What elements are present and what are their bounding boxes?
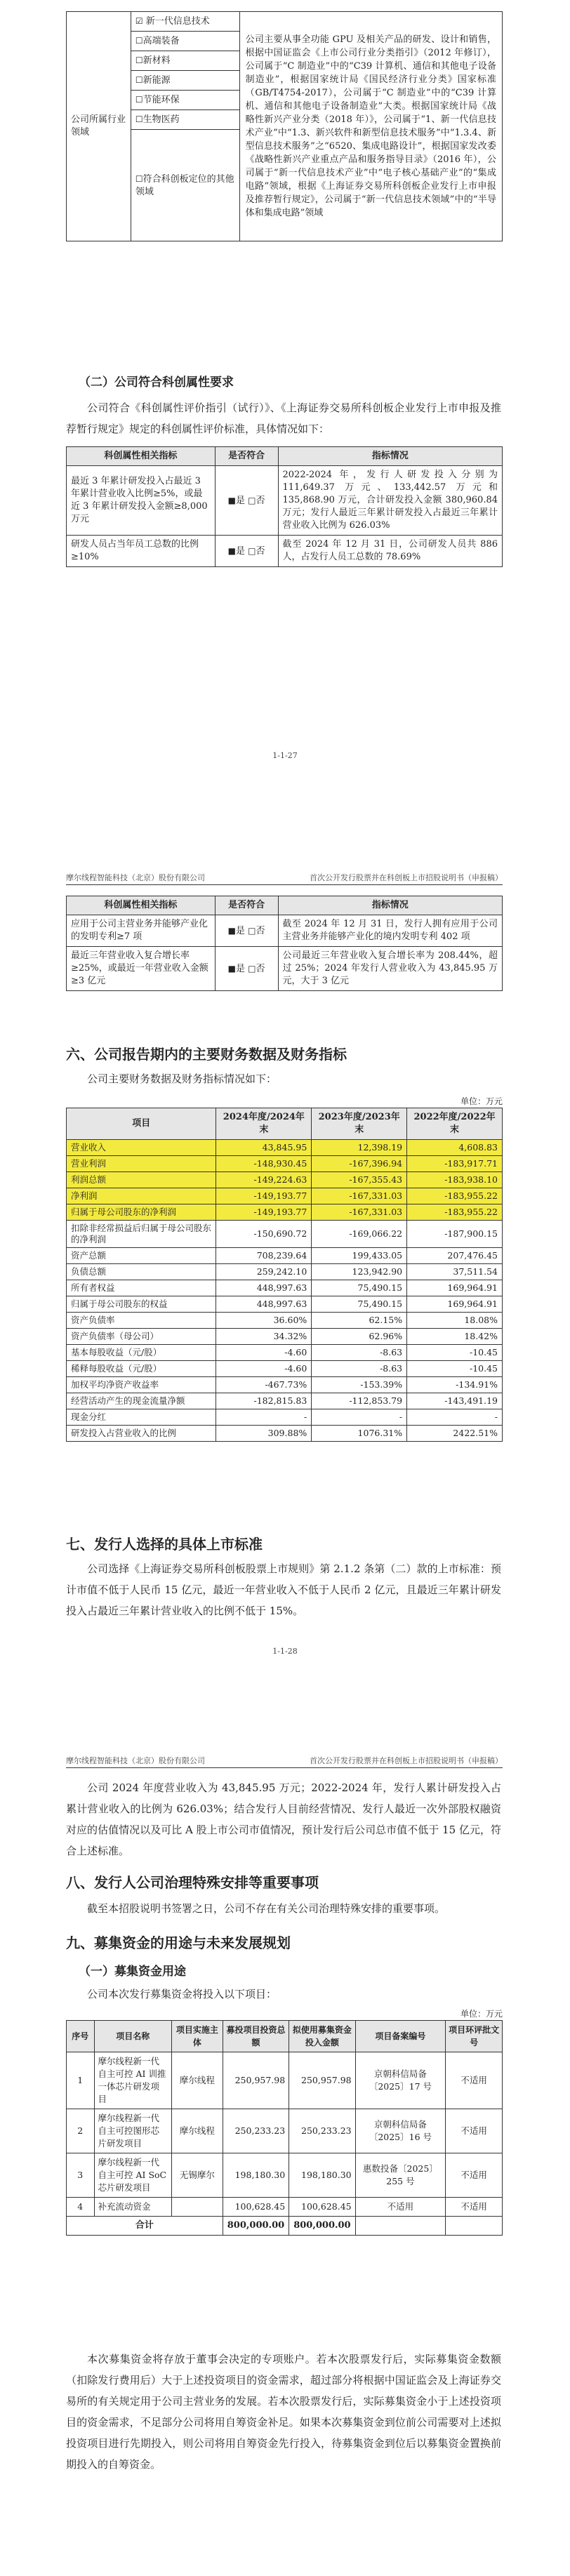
fin-value-2022: -134.91% xyxy=(407,1377,503,1393)
header-company: 摩尔线程智能科技（北京）股份有限公司 xyxy=(66,873,205,882)
fin-value-2022: 2422.51% xyxy=(407,1426,503,1442)
intro-text: 公司 2024 年度营业收入为 43,845.95 万元；2022-2024 年，发行人累计研发投入占累计营业收入的比例为 626.03%；结合发行人目前经营情况、发行人最近一次外部股权融资对应的估值情况以及可比 A 股上市公司市值情况，预计发行后公司总市值不低于 15 亿元，符合上述标准。 xyxy=(66,1781,501,1857)
fin-row xyxy=(67,1280,503,1296)
fin-row xyxy=(67,1409,503,1426)
proj-filing: 惠数投备〔2025〕255 号 xyxy=(355,2153,446,2198)
fin-value-2023: 62.96% xyxy=(312,1329,407,1345)
industry-desc: 公司主要从事全功能 GPU 及相关产品的研发、设计和销售，根据中国证监会《上市公司行业分类指引》（2012 年修订），公司属于“C 制造业”中的“C39 计算机、通信和其他电子设备制造业”，根据国家统计局《国民经济行业分类》国家标准（GB/T4754-2017），公司属于“C 制造业”中的“C39 计算机、通信和其他电子设备制造业”大类。根据国家统计局《战略性新兴产业分类（2018 年）》，公司属于“1、新一代信息技术产业”中“1.3、新兴软件和新型信息技术服务”中“1.3.4、新型信息技术服务”之“6520、集成电路设计”，根据国家发改委《战略性新兴产业重点产品和服务指导目录》（2016 年），公司属于“新一代信息技术产业”中“电子核心基础产业”的“集成电路”领域，根据《上海证券交易所科创板企业发行上市申报及推荐暂行规定》，公司属于“新一代信息技术领域”中的“半导体和集成电路”领域 xyxy=(239,12,502,241)
fin-value-2023: -167,396.94 xyxy=(312,1156,407,1172)
fin-value-2024: - xyxy=(216,1409,312,1426)
subsection-title: （一）募集资金用途 xyxy=(79,1965,186,1979)
unchecked-box-icon: □ xyxy=(248,963,256,974)
detail-cell: 截至 2024 年 12 月 31 日，发行人拥有应用于公司主营业务并能够产业化的境内发明专利 402 项 xyxy=(278,915,502,947)
proj-no: 2 xyxy=(67,2109,95,2153)
fin-value-2023: 123,942.90 xyxy=(312,1264,407,1280)
fin-value-2022: -10.45 xyxy=(407,1345,503,1361)
proj-entity: 无锡摩尔 xyxy=(171,2153,223,2198)
proj-header: 序号 xyxy=(67,2021,95,2052)
fin-value-2023: -8.63 xyxy=(312,1345,407,1361)
fin-row xyxy=(67,1188,503,1204)
fin-value-2024: 259,242.10 xyxy=(216,1264,312,1280)
unchecked-box-icon: □ xyxy=(248,925,256,936)
fin-value-2022: -183,955.22 xyxy=(407,1204,503,1221)
fin-value-2022: -183,917.71 xyxy=(407,1156,503,1172)
fin-row xyxy=(67,1221,503,1248)
proj-name: 摩尔线程新一代自主可控图形芯片研发项目 xyxy=(94,2109,171,2153)
table-header: 是否符合 xyxy=(215,447,278,466)
fin-value-2024: 309.88% xyxy=(216,1426,312,1442)
unit-label: 单位：万元 xyxy=(460,2009,503,2019)
fin-row xyxy=(67,1313,503,1329)
fin-value-2023: 62.15% xyxy=(312,1313,407,1329)
fin-item: 负债总额 xyxy=(67,1264,216,1280)
yes-label: 是 xyxy=(235,545,245,557)
proj-env: 不适用 xyxy=(446,2052,503,2109)
section-title: 七、发行人选择的具体上市标准 xyxy=(66,1536,263,1553)
checked-box-icon: ■ xyxy=(227,545,236,556)
proj-env: 不适用 xyxy=(446,2153,503,2198)
fin-value-2022: 169,964.91 xyxy=(407,1296,503,1313)
project-row xyxy=(67,2153,503,2198)
yes-label: 是 xyxy=(235,495,245,506)
fin-item: 资产负债率 xyxy=(67,1313,216,1329)
kechuang-table xyxy=(66,446,503,567)
fin-value-2022: -183,938.10 xyxy=(407,1172,503,1188)
fin-item: 净利润 xyxy=(67,1188,216,1204)
fin-value-2023: 12,398.19 xyxy=(312,1140,407,1156)
kechuang-table-cont xyxy=(66,896,503,991)
section-text: 公司选择《上海证券交易所科创板股票上市规则》第 2.1.2 条第（二）款的上市标准：预计市值不低于人民币 15 亿元，最近一年营业收入不低于人民币 2 亿元，且最近三年累计研发投入占最近三年累计营业收入的比例不低于 15%。 xyxy=(66,1562,501,1617)
table-row xyxy=(67,536,503,567)
page-header xyxy=(66,1752,503,1768)
project-row xyxy=(67,2109,503,2153)
proj-no: 3 xyxy=(67,2153,95,2198)
no-label: 否 xyxy=(256,495,265,506)
fin-item: 所有者权益 xyxy=(67,1280,216,1296)
fin-value-2023: - xyxy=(312,1409,407,1426)
fin-item: 营业利润 xyxy=(67,1156,216,1172)
detail-cell: 公司最近三年营业收入复合增长率为 208.44%，超过 25%；2024 年发行人营业收入为 43,845.95 万元，大于 3 亿元 xyxy=(278,947,502,991)
fin-header: 2022年度/2022年末 xyxy=(407,1108,503,1140)
industry-table xyxy=(66,11,503,241)
document-page-3 xyxy=(0,1748,570,2576)
fin-value-2022: 4,608.83 xyxy=(407,1140,503,1156)
table-header: 指标情况 xyxy=(278,447,503,466)
no-label: 否 xyxy=(256,545,265,557)
table-header: 科创属性相关指标 xyxy=(67,447,216,466)
fin-row xyxy=(67,1361,503,1377)
industry-label-cell xyxy=(67,12,131,241)
table-header: 指标情况 xyxy=(278,896,502,915)
detail-cell: 2022-2024 年，发行人研发投入分别为 111,649.37 万元、133,442.57 万元和 135,868.90 万元，合计研发投入金额 380,960.84 万元；发行人最近三年累计研发投入占最近三年累计营业收入比例为 626.03% xyxy=(278,466,503,536)
fin-header: 2023年度/2023年末 xyxy=(312,1108,407,1140)
industry-option: 高端装备 xyxy=(142,36,180,46)
no-label: 否 xyxy=(256,925,265,936)
indicator-cell: 研发人员占当年员工总数的比例≥10% xyxy=(67,536,216,567)
subsection-intro: 公司本次发行募集资金将投入以下项目： xyxy=(87,1988,277,2000)
fin-row xyxy=(67,1377,503,1393)
closing-text: 本次募集资金将存放于董事会决定的专项账户。若本次股票发行后，实际募集资金数额（扣除发行费用后）大于上述投资项目的资金需求，超过部分将根据中国证监会及上海证券交易所的有关规定用于公司主营业务的发展。若本次股票发行后，实际募集资金小于上述投资项目的资金需求，不足部分公司将用自筹资金补足。如果本次募集资金到位前公司需要对上述拟投资项目进行先期投入，则公司将用自筹资金先行投入，待募集资金到位后以募集资金置换前期投入的自筹资金。 xyxy=(66,2353,501,2471)
fin-value-2022: -10.45 xyxy=(407,1361,503,1377)
section-title: 六、公司报告期内的主要财务数据及财务指标 xyxy=(66,1046,347,1063)
project-row xyxy=(67,2052,503,2109)
yes-label: 是 xyxy=(236,963,246,974)
proj-total: 250,957.98 xyxy=(223,2052,289,2109)
table-header: 科创属性相关指标 xyxy=(67,896,216,915)
proj-filing: 不适用 xyxy=(355,2198,446,2217)
proj-total: 198,180.30 xyxy=(223,2153,289,2198)
header-doc-title: 首次公开发行股票并在科创板上市招股说明书（申报稿） xyxy=(310,873,503,882)
unchecked-box-icon: ☐ xyxy=(135,114,143,124)
fin-value-2022: -187,900.15 xyxy=(407,1221,503,1248)
fin-value-2022: 18.08% xyxy=(407,1313,503,1329)
detail-cell: 截至 2024 年 12 月 31 日，公司研发人员共 886 人，占发行人员工总数的 78.69% xyxy=(278,536,503,567)
proj-raise: 198,180.30 xyxy=(289,2153,355,2198)
industry-option: 符合科创板定位的其他领域 xyxy=(135,173,234,197)
fin-value-2023: -167,331.03 xyxy=(312,1188,407,1204)
proj-header: 项目名称 xyxy=(94,2021,171,2052)
indicator-cell: 最近 3 年累计研发投入占最近 3 年累计营业收入比例≥5%，或最近 3 年累计研发投入金额≥8,000 万元 xyxy=(67,466,216,536)
fin-row xyxy=(67,1156,503,1172)
industry-option: 新能源 xyxy=(142,75,171,86)
fin-value-2023: 1076.31% xyxy=(312,1426,407,1442)
fin-row xyxy=(67,1426,503,1442)
proj-filing: 京朝科信局备〔2025〕16 号 xyxy=(355,2109,446,2153)
fin-item: 扣除非经常损益后归属于母公司股东的净利润 xyxy=(67,1221,216,1248)
total-label: 合计 xyxy=(67,2217,223,2236)
proj-total: 250,233.23 xyxy=(223,2109,289,2153)
unchecked-box-icon: □ xyxy=(248,545,256,556)
unchecked-box-icon: ☐ xyxy=(135,173,143,184)
fin-value-2024: 448,997.63 xyxy=(216,1280,312,1296)
fin-value-2023: -112,853.79 xyxy=(312,1393,407,1409)
fin-value-2023: 75,490.15 xyxy=(312,1280,407,1296)
page-gap xyxy=(0,793,570,862)
proj-no: 4 xyxy=(67,2198,95,2217)
document-page-2 xyxy=(0,862,570,1683)
fin-value-2024: -149,193.77 xyxy=(216,1204,312,1221)
project-row xyxy=(67,2198,503,2217)
page-number: 1-1-28 xyxy=(272,1647,298,1656)
fin-row xyxy=(67,1140,503,1156)
fin-value-2023: 75,490.15 xyxy=(312,1296,407,1313)
fin-value-2023: 199,433.05 xyxy=(312,1248,407,1264)
proj-header: 项目实施主体 xyxy=(171,2021,223,2052)
fin-value-2024: -182,815.83 xyxy=(216,1393,312,1409)
fin-item: 归属于母公司股东的净利润 xyxy=(67,1204,216,1221)
fin-value-2022: 37,511.54 xyxy=(407,1264,503,1280)
proj-env: 不适用 xyxy=(446,2109,503,2153)
fin-item: 经营活动产生的现金流量净额 xyxy=(67,1393,216,1409)
proj-header: 募投项目投资总额 xyxy=(223,2021,289,2052)
fin-value-2023: -169,066.22 xyxy=(312,1221,407,1248)
table-row xyxy=(67,466,503,536)
proj-header: 项目备案编号 xyxy=(355,2021,446,2052)
fin-row xyxy=(67,1329,503,1345)
fin-row xyxy=(67,1248,503,1264)
fin-item: 利润总额 xyxy=(67,1172,216,1188)
proj-name: 补充流动资金 xyxy=(94,2198,171,2217)
header-doc-title: 首次公开发行股票并在科创板上市招股说明书（申报稿） xyxy=(310,1756,503,1765)
fin-item: 资产负债率（母公司） xyxy=(67,1329,216,1345)
proj-entity: 摩尔线程 xyxy=(171,2109,223,2153)
proj-no: 1 xyxy=(67,2052,95,2109)
financial-table xyxy=(66,1108,503,1442)
checked-box-icon: ☑ xyxy=(135,16,143,26)
industry-option: 节能环保 xyxy=(142,95,180,105)
fin-item: 加权平均净资产收益率 xyxy=(67,1377,216,1393)
page-gap xyxy=(0,1683,570,1748)
section-intro: 公司主要财务数据及财务指标情况如下： xyxy=(87,1073,277,1085)
total-invest: 800,000.00 xyxy=(223,2217,289,2236)
total-row xyxy=(67,2217,503,2236)
no-label: 否 xyxy=(256,963,265,974)
fin-value-2023: -153.39% xyxy=(312,1377,407,1393)
unit-label: 单位：万元 xyxy=(460,1096,503,1106)
fin-value-2024: -150,690.72 xyxy=(216,1221,312,1248)
proj-name: 摩尔线程新一代自主可控 AI 训推一体芯片研发项目 xyxy=(94,2052,171,2109)
fin-value-2023: -167,355.43 xyxy=(312,1172,407,1188)
fin-value-2024: 448,997.63 xyxy=(216,1296,312,1313)
fin-value-2022: -143,491.19 xyxy=(407,1393,503,1409)
fin-value-2024: -467.73% xyxy=(216,1377,312,1393)
fin-value-2022: - xyxy=(407,1409,503,1426)
fin-item: 营业收入 xyxy=(67,1140,216,1156)
section-title: 九、募集资金的用途与未来发展规划 xyxy=(66,1934,291,1951)
fin-value-2024: 708,239.64 xyxy=(216,1248,312,1264)
fin-item: 基本每股收益（元/股） xyxy=(67,1345,216,1361)
header-company: 摩尔线程智能科技（北京）股份有限公司 xyxy=(66,1756,205,1765)
proj-filing: 京朝科信局备〔2025〕17 号 xyxy=(355,2052,446,2109)
proj-name: 摩尔线程新一代自主可控 AI SoC 芯片研发项目 xyxy=(94,2153,171,2198)
unchecked-box-icon: ☐ xyxy=(135,75,143,85)
fin-header: 项目 xyxy=(67,1108,216,1140)
table-header: 是否符合 xyxy=(215,896,278,915)
proj-env: 不适用 xyxy=(446,2198,503,2217)
total-raise: 800,000.00 xyxy=(289,2217,355,2236)
fin-item: 研发投入占营业收入的比例 xyxy=(67,1426,216,1442)
fin-value-2023: -167,331.03 xyxy=(312,1204,407,1221)
yes-label: 是 xyxy=(236,925,246,936)
fin-item: 归属于母公司股东的权益 xyxy=(67,1296,216,1313)
fin-item: 稀释每股收益（元/股） xyxy=(67,1361,216,1377)
projects-table xyxy=(66,2020,503,2236)
industry-option: 新材料 xyxy=(142,55,171,66)
proj-raise: 250,233.23 xyxy=(289,2109,355,2153)
unchecked-box-icon: ☐ xyxy=(135,36,143,46)
proj-entity: 摩尔线程 xyxy=(171,2052,223,2109)
proj-entity xyxy=(171,2198,223,2217)
fin-value-2022: 18.42% xyxy=(407,1329,503,1345)
fin-row xyxy=(67,1296,503,1313)
checked-box-icon: ■ xyxy=(227,963,236,974)
industry-label: 公司所属行业领域 xyxy=(71,114,126,138)
fin-row xyxy=(67,1264,503,1280)
fin-row xyxy=(67,1172,503,1188)
indicator-cell: 最近三年营业收入复合增长率≥25%，或最近一年营业收入金额≥3 亿元 xyxy=(67,947,216,991)
proj-raise: 100,628.45 xyxy=(289,2198,355,2217)
fin-value-2024: -149,224.63 xyxy=(216,1172,312,1188)
table-row xyxy=(67,947,503,991)
fin-value-2024: 43,845.95 xyxy=(216,1140,312,1156)
fin-item: 现金分红 xyxy=(67,1409,216,1426)
unchecked-box-icon: ☐ xyxy=(135,95,143,105)
fin-value-2024: -4.60 xyxy=(216,1345,312,1361)
proj-raise: 250,957.98 xyxy=(289,2052,355,2109)
industry-option: 新一代信息技术 xyxy=(145,16,210,27)
fin-row xyxy=(67,1393,503,1409)
fin-item: 资产总额 xyxy=(67,1248,216,1264)
document-page-1 xyxy=(0,0,570,793)
page-header xyxy=(66,869,503,885)
fin-value-2022: 169,964.91 xyxy=(407,1280,503,1296)
section-title: 八、发行人公司治理特殊安排等重要事项 xyxy=(66,1874,319,1891)
fin-value-2024: -149,193.77 xyxy=(216,1188,312,1204)
proj-total: 100,628.45 xyxy=(223,2198,289,2217)
fin-header: 2024年度/2024年末 xyxy=(216,1108,312,1140)
fin-value-2024: 36.60% xyxy=(216,1313,312,1329)
indicator-cell: 应用于公司主营业务并能够产业化的发明专利≥7 项 xyxy=(67,915,216,947)
table-row xyxy=(67,915,503,947)
fin-value-2022: -183,955.22 xyxy=(407,1188,503,1204)
section-text: 截至本招股说明书签署之日，公司不存在有关公司治理特殊安排的重要事项。 xyxy=(87,1902,446,1915)
section-title: （二）公司符合科创属性要求 xyxy=(79,376,234,390)
industry-option: 生物医药 xyxy=(142,114,180,125)
empty-cell xyxy=(446,2217,503,2236)
unchecked-box-icon: ☐ xyxy=(135,55,143,65)
checked-box-icon: ■ xyxy=(227,495,236,505)
fin-row xyxy=(67,1345,503,1361)
fin-value-2024: 34.32% xyxy=(216,1329,312,1345)
proj-header: 拟使用募集资金投入金额 xyxy=(289,2021,355,2052)
empty-cell xyxy=(355,2217,446,2236)
proj-header: 项目环评批文号 xyxy=(446,2021,503,2052)
page-number: 1-1-27 xyxy=(272,751,298,760)
fin-value-2022: 207,476.45 xyxy=(407,1248,503,1264)
unchecked-box-icon: □ xyxy=(248,495,256,505)
section-intro: 公司符合《科创属性评价指引（试行）》、《上海证券交易所科创板企业发行上市申报及推荐暂行规定》规定的科创属性评价标准，具体情况如下： xyxy=(66,401,501,435)
fin-row xyxy=(67,1204,503,1221)
fin-value-2024: -4.60 xyxy=(216,1361,312,1377)
fin-value-2024: -148,930.45 xyxy=(216,1156,312,1172)
checked-box-icon: ■ xyxy=(227,925,236,936)
fin-value-2023: -8.63 xyxy=(312,1361,407,1377)
